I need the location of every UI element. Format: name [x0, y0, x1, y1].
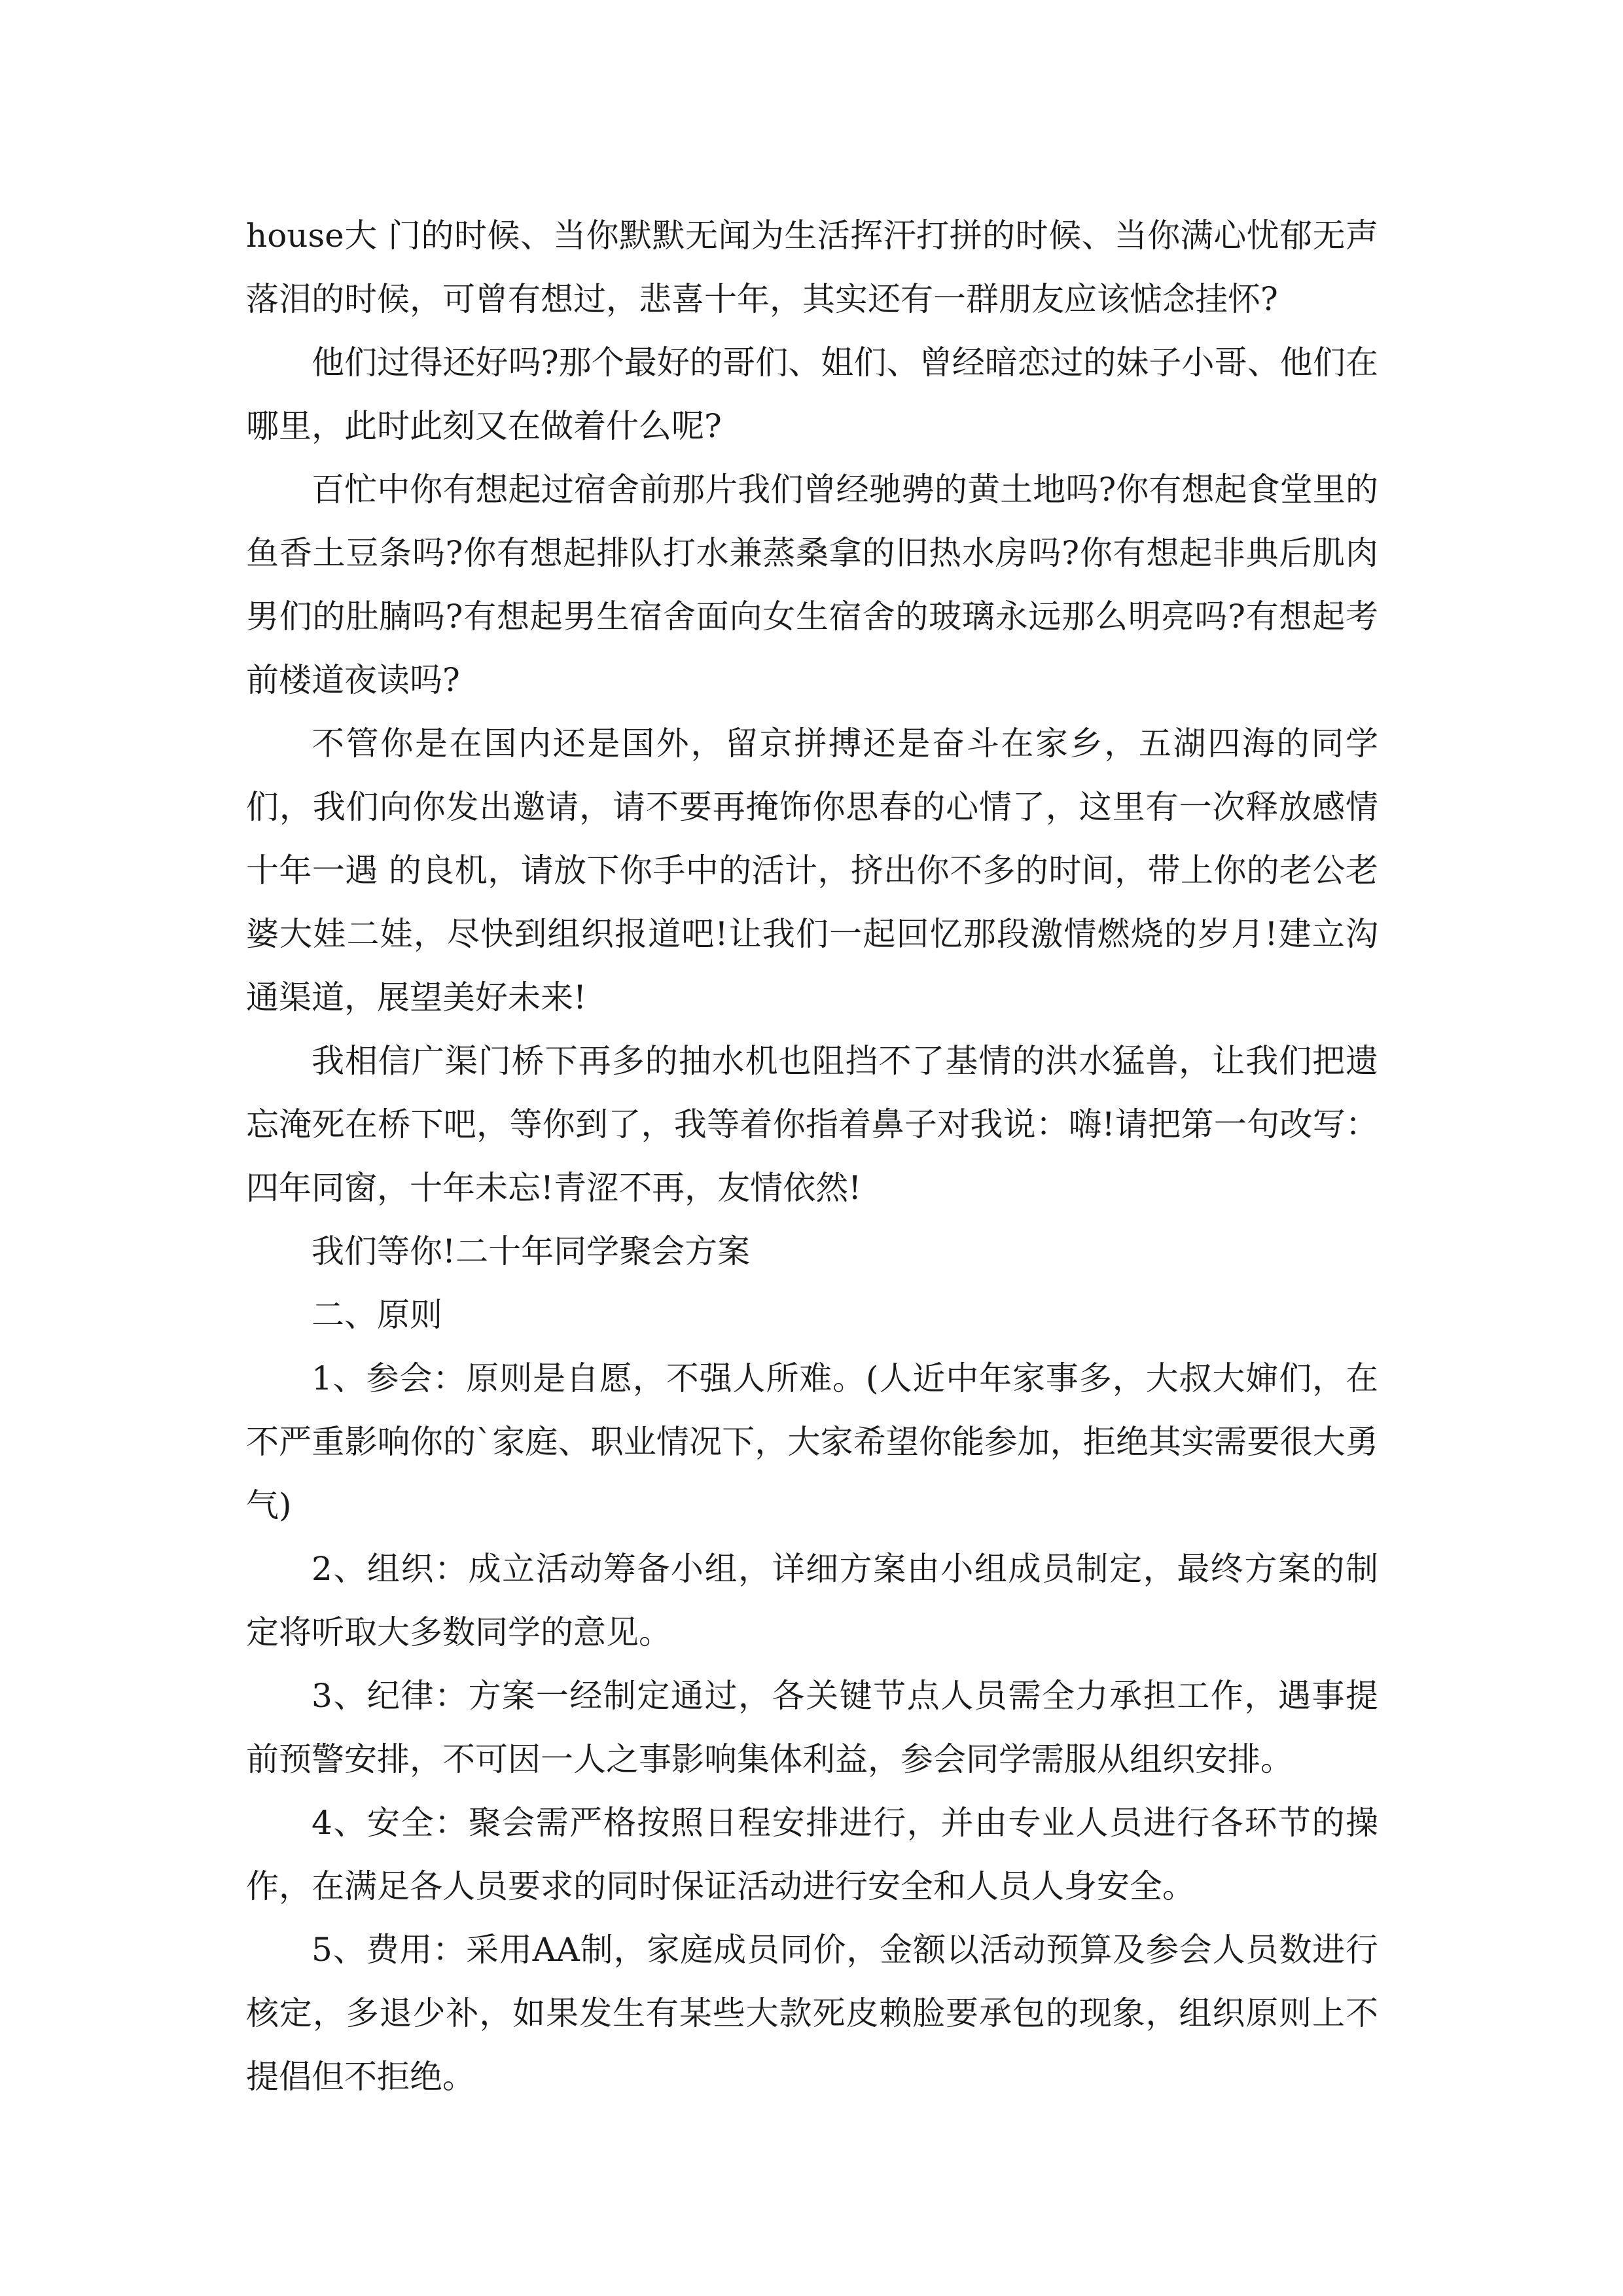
paragraph-5: 我相信广渠门桥下再多的抽水机也阻挡不了基情的洪水猛兽，让我们把遗忘淹死在桥下吧，等你到了，我等着你指着鼻子对我说：嗨!请把第一句改写：四年同窗，十年未忘!青涩不再，友情依然!: [246, 1042, 1378, 1207]
document-body: [246, 204, 1378, 2109]
paragraph-3: 百忙中你有想起过宿舍前那片我们曾经驰骋的黄土地吗?你有想起食堂里的鱼香土豆条吗?你有想起排队打水兼蒸桑拿的旧热水房吗?你有想起非典后肌肉男们的肚腩吗?有想起男生宿舍面向女生宿舍的玻璃永远那么明亮吗?有想起考前楼道夜读吗?: [246, 471, 1378, 699]
paragraph-2: 他们过得还好吗?那个最好的哥们、姐们、曾经暗恋过的妹子小哥、他们在哪里，此时此刻又在做着什么呢?: [246, 344, 1378, 445]
paragraph-4: 不管你是在国内还是国外，留京拼搏还是奋斗在家乡，五湖四海的同学们，我们向你发出邀请，请不要再掩饰你思春的心情了，这里有一次释放感情十年一遇 的良机，请放下你手中的活计，挤出你不多的时间，带上你的老公老婆大娃二娃，尽快到组织报道吧!让我们一起回忆那段激情燃烧的岁月!建立沟通渠道，展望美好未来!: [246, 725, 1378, 1016]
principle-item-safety: 4、安全：聚会需严格按照日程安排进行，并由专业人员进行各环节的操作，在满足各人员要求的同时保证活动进行安全和人员人身安全。: [246, 1804, 1378, 1905]
section-heading-plan: 我们等你!二十年同学聚会方案: [312, 1232, 751, 1270]
principle-item-cost: 5、费用：采用AA制，家庭成员同价，金额以活动预算及参会人员数进行核定，多退少补，如果发生有某些大款死皮赖脸要承包的现象，组织原则上不提倡但不拒绝。: [246, 1931, 1378, 2096]
principle-item-discipline: 3、纪律：方案一经制定通过，各关键节点人员需全力承担工作，遇事提前预警安排，不可因一人之事影响集体利益，参会同学需服从组织安排。: [246, 1677, 1378, 1778]
section-heading-principles: 二、原则: [312, 1296, 442, 1334]
principle-item-organization: 2、组织：成立活动筹备小组，详细方案由小组成员制定，最终方案的制定将听取大多数同学的意见。: [246, 1550, 1378, 1651]
principle-item-attendance: 1、参会：原则是自愿，不强人所难。(人近中年家事多，大叔大婶们，在不严重影响你的`家庭、职业情况下，大家希望你能参加，拒绝其实需要很大勇气): [246, 1359, 1378, 1524]
paragraph-1: house大 门的时候、当你默默无闻为生活挥汗打拼的时候、当你满心忧郁无声落泪的时候，可曾有想过，悲喜十年，其实还有一群朋友应该惦念挂怀?: [246, 217, 1378, 318]
